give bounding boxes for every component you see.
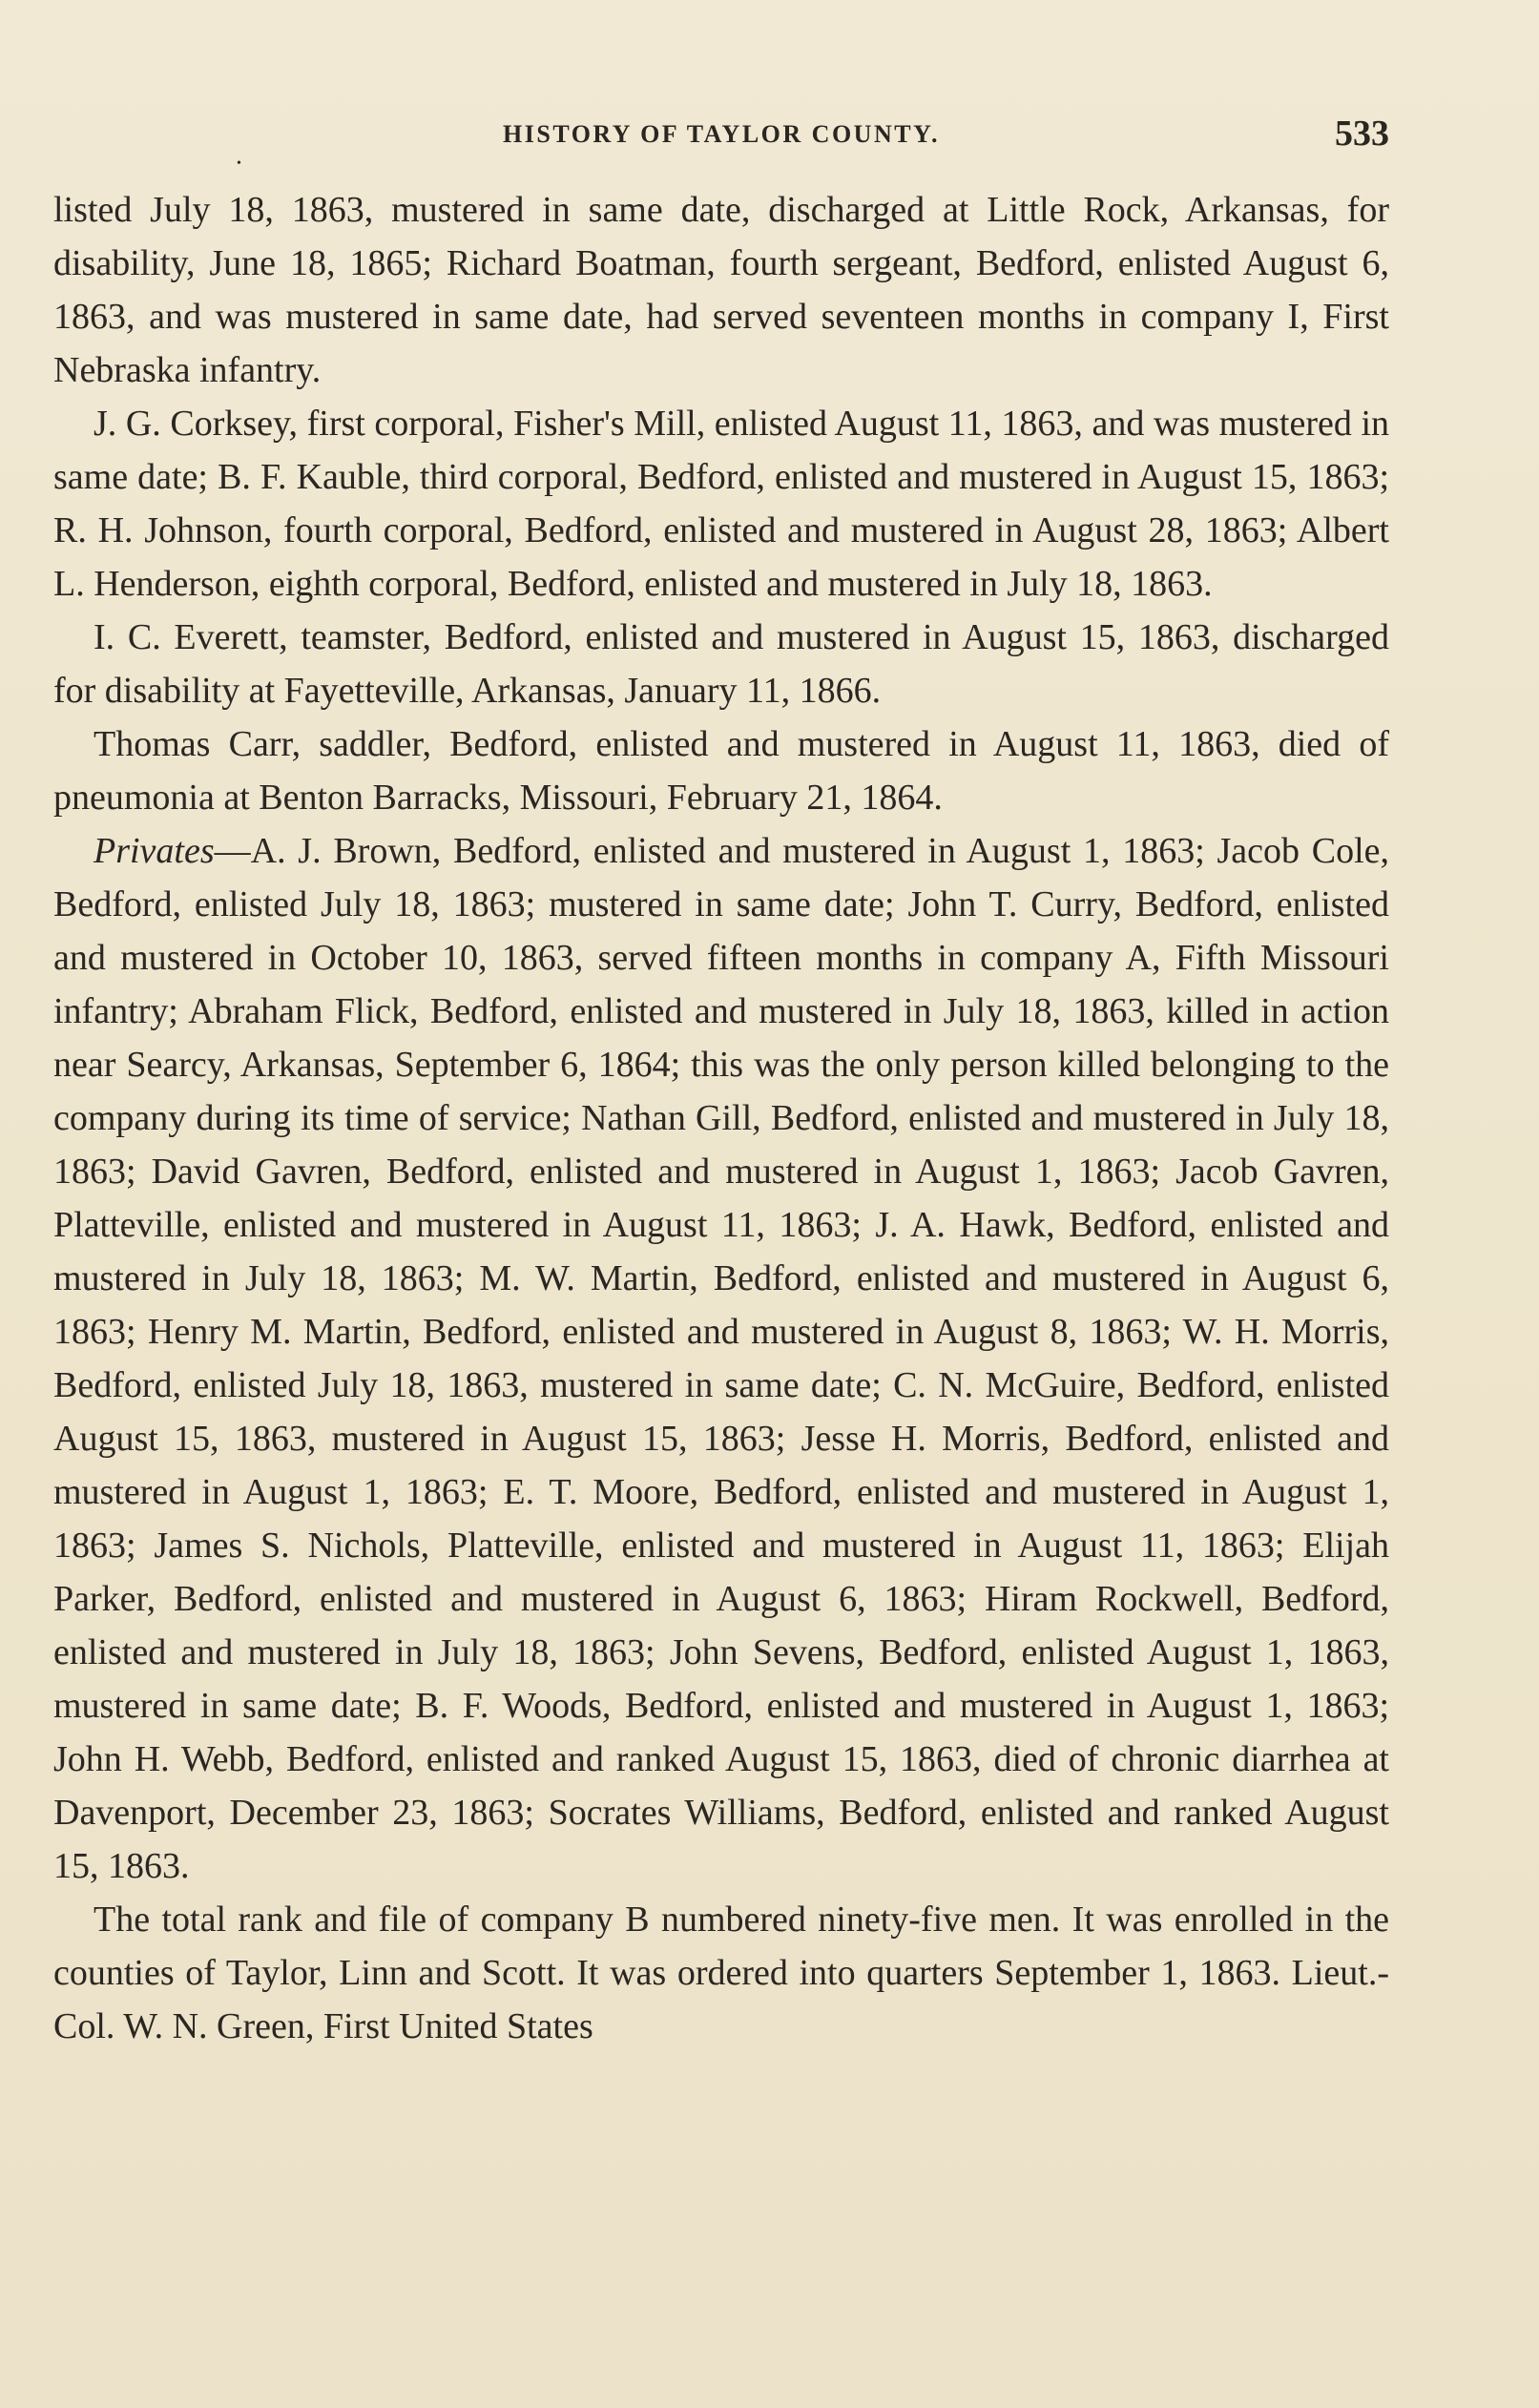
paragraph-teamster: [53, 611, 1389, 717]
paragraph-privates: [53, 824, 1389, 1893]
paragraph-text: listed July 18, 1863, mustered in same date, discharged at Little Rock, Arkansas, for disability, June 18, 1865; Richard Boatman, fourth sergeant, Bedford, enlisted August 6, 1863, and was mustered in same date, had served seventeen months in company I, First Nebraska infantry.: [53, 190, 1389, 390]
privates-label: Privates: [94, 831, 215, 871]
paragraph-text: Thomas Carr, saddler, Bedford, enlisted and mustered in August 11, 1863, died of pneumonia at Benton Barracks, Missouri, February 21, 1864.: [53, 724, 1389, 818]
paragraph-corporals: [53, 397, 1389, 611]
paragraph-saddler: [53, 717, 1389, 824]
paragraph-text: I. C. Everett, teamster, Bedford, enlisted and mustered in August 15, 1863, discharged for disability at Fayetteville, Arkansas, January 11, 1866.: [53, 617, 1389, 711]
running-title: HISTORY OF TAYLOR COUNTY.: [503, 120, 940, 148]
paragraph-text: The total rank and file of company B numbered ninety-five men. It was enrolled in the counties of Taylor, Linn and Scott. It was ordered into quarters September 1, 1863. Lieut.-Col. W. N. Green, First United States: [53, 1899, 1389, 2046]
page-number: 533: [1335, 114, 1389, 154]
print-speck: •: [237, 156, 241, 171]
paragraph-text: —A. J. Brown, Bedford, enlisted and mustered in August 1, 1863; Jacob Cole, Bedford, enlisted July 18, 1863; mustered in same date; John T. Curry, Bedford, enlisted and mustered in October 10, 1863, served fifteen months in company A, Fifth Missouri infantry; Abraham Flick, Bedford, enlisted and mustered in July 18, 1863, killed in action near Searcy, Arkansas, September 6, 1864; this was the only person killed belonging to the company during its time of service; Nathan Gill, Bedford, enlisted and mustered in July 18, 1863; David Gavren, Bedford, enlisted and mustered in August 1, 1863; Jacob Gavren, Platteville, enlisted and mustered in August 11, 1863; J. A. Hawk, Bedford, enlisted and mustered in July 18, 1863; M. W. Martin, Bedford, enlisted and mustered in August 6, 1863; Henry M. Martin, Bedford, enlisted and mustered in August 8, 1863; W. H. Morris, Bedford, enlisted July 18, 1863, mustered in same date; C. N. McGuire, Bedford, enlisted August 15, 1863, mustered in August 15, 1863; Jesse H. Morris, Bedford, enlisted and mustered in August 1, 1863; E. T. Moore, Bedford, enlisted and mustered in August 1, 1863; James S. Nichols, Platteville, enlisted and mustered in August 11, 1863; Elijah Parker, Bedford, enlisted and mustered in August 6, 1863; Hiram Rockwell, Bedford, enlisted and mustered in July 18, 1863; John Sevens, Bedford, enlisted August 1, 1863, mustered in same date; B. F. Woods, Bedford, enlisted and mustered in August 1, 1863; John H. Webb, Bedford, enlisted and ranked August 15, 1863, died of chronic diarrhea at Davenport, December 23, 1863; Socrates Williams, Bedford, enlisted and ranked August 15, 1863.: [53, 831, 1389, 1886]
paragraph-text: J. G. Corksey, first corporal, Fisher's Mill, enlisted August 11, 1863, and was mustered in same date; B. F. Kauble, third corporal, Bedford, enlisted and mustered in August 15, 1863; R. H. Johnson, fourth corporal, Bedford, enlisted and mustered in August 28, 1863; Albert L. Henderson, eighth corporal, Bedford, enlisted and mustered in July 18, 1863.: [53, 404, 1389, 604]
body-text: [53, 183, 1389, 2053]
running-head: [53, 113, 1389, 155]
paragraph-continuation: [53, 183, 1389, 397]
paragraph-company-summary: [53, 1893, 1389, 2053]
